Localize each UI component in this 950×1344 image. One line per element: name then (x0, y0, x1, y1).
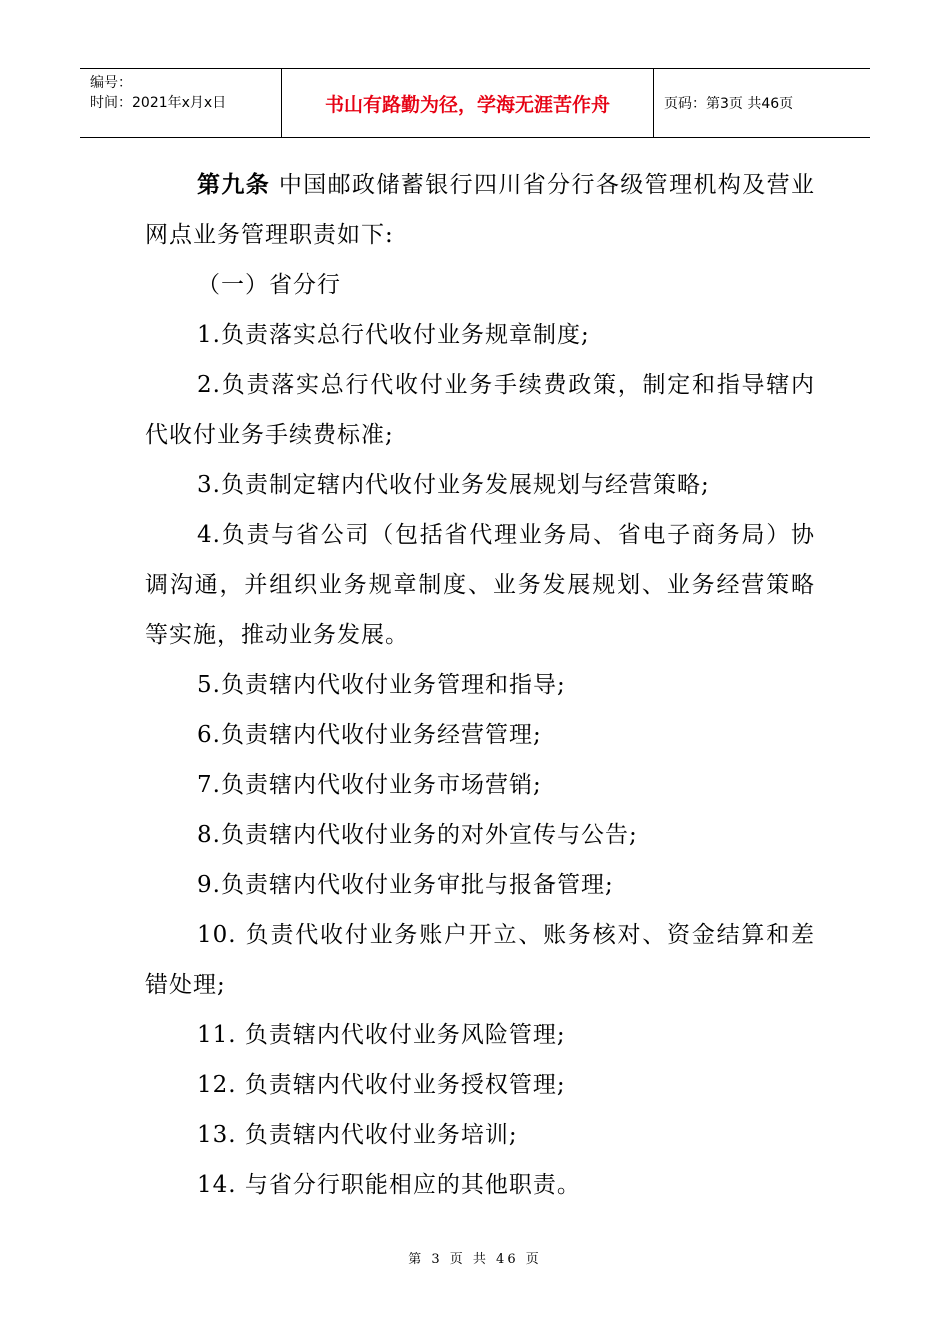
header-page-info: 页码：第3页 共46页 (664, 96, 794, 112)
document-header (80, 68, 870, 138)
list-item: 6.负责辖内代收付业务经营管理; (197, 722, 542, 748)
list-item: 2.负责落实总行代收付业务手续费政策，制定和指导辖内代收付业务手续费标准; (145, 372, 815, 448)
list-item: 4.负责与省公司（包括省代理业务局、省电子商务局）协调沟通，并组织业务规章制度、业务发展规划、业务经营策略等实施，推动业务发展。 (145, 522, 815, 648)
page-info-cell (654, 69, 870, 137)
page-footer: 第 3 页 共 46 页 (408, 1252, 542, 1267)
list-item: 10. 负责代收付业务账户开立、账务核对、资金结算和差错处理; (145, 922, 815, 998)
article-title: 第九条 (197, 171, 271, 198)
list-item: 9.负责辖内代收付业务审批与报备管理; (197, 872, 614, 898)
section-heading: （一）省分行 (197, 272, 341, 298)
list-item: 1.负责落实总行代收付业务规章制度; (197, 322, 590, 348)
header-meta-cell (80, 69, 282, 137)
article-intro: 中国邮政储蓄银行四川省分行各级管理机构及营业网点业务管理职责如下: (145, 172, 816, 248)
document-body (145, 160, 815, 1210)
list-item: 12. 负责辖内代收付业务授权管理; (197, 1072, 566, 1098)
list-item: 11. 负责辖内代收付业务风险管理; (197, 1022, 566, 1048)
list-item: 5.负责辖内代收付业务管理和指导; (197, 672, 566, 698)
number-label: 编号： (90, 75, 132, 91)
article-intro-paragraph (145, 160, 815, 260)
motto-cell (282, 69, 654, 137)
list-item: 14. 与省分行职能相应的其他职责。 (197, 1172, 581, 1198)
header-motto: 书山有路勤为径，学海无涯苦作舟 (324, 93, 610, 116)
list-item: 7.负责辖内代收付业务市场营销; (197, 772, 542, 798)
list-item: 8.负责辖内代收付业务的对外宣传与公告; (197, 822, 638, 848)
list-item: 3.负责制定辖内代收付业务发展规划与经营策略; (197, 472, 710, 498)
list-item: 13. 负责辖内代收付业务培训; (197, 1122, 518, 1148)
time-label: 时间：2021年x月x日 (90, 95, 227, 111)
